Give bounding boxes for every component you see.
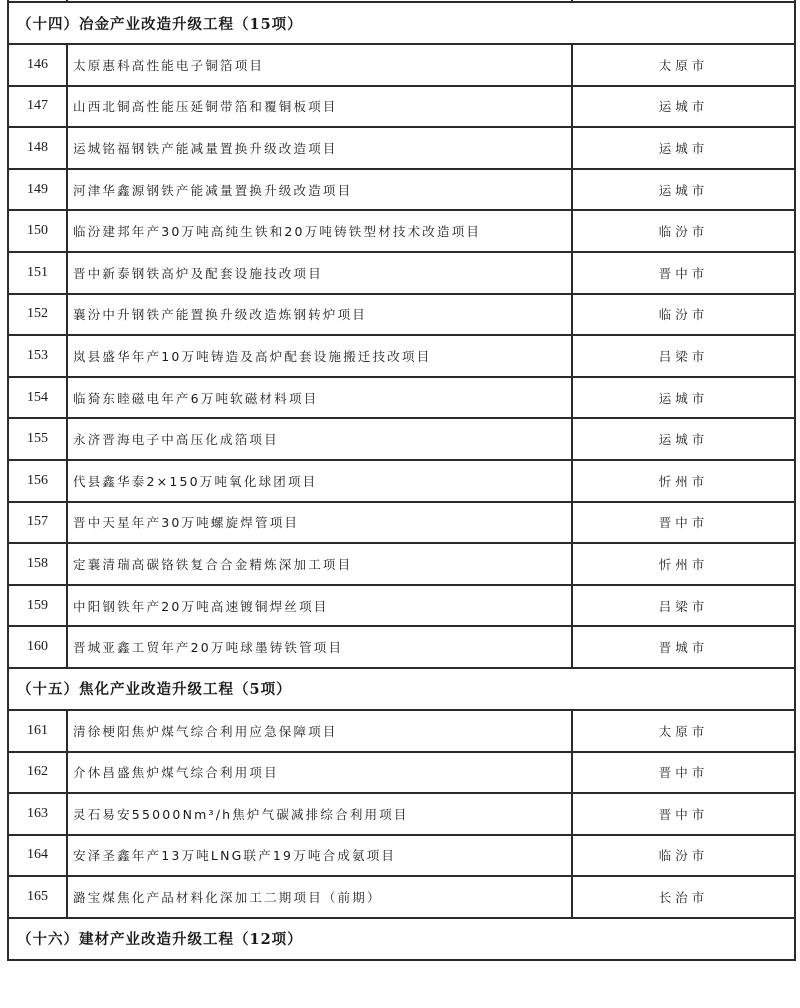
project-name: 太原惠科高性能电子铜箔项目 [67, 44, 572, 86]
table-row [8, 44, 795, 86]
table-row [8, 169, 795, 211]
project-name: 介休昌盛焦炉煤气综合利用项目 [67, 752, 572, 794]
table-row [8, 626, 795, 668]
city: 忻州市 [572, 543, 795, 585]
project-name: 襄汾中升钢铁产能置换升级改造炼钢转炉项目 [67, 294, 572, 336]
city: 晋中市 [572, 752, 795, 794]
city: 运城市 [572, 127, 795, 169]
row-number: 158 [8, 543, 67, 585]
table-row [8, 252, 795, 294]
row-number: 160 [8, 626, 67, 668]
section-title: （十四）冶金产业改造升级工程（15项） [8, 2, 795, 44]
project-table [7, 0, 796, 961]
table-row [8, 752, 795, 794]
row-number: 148 [8, 127, 67, 169]
row-number: 155 [8, 418, 67, 460]
row-number: 163 [8, 793, 67, 835]
row-number: 161 [8, 710, 67, 752]
project-name: 定襄清瑞高碳铬铁复合合金精炼深加工项目 [67, 543, 572, 585]
row-number: 146 [8, 44, 67, 86]
city: 临汾市 [572, 294, 795, 336]
table-row [8, 502, 795, 544]
row-number: 153 [8, 335, 67, 377]
city: 太原市 [572, 44, 795, 86]
project-name: 河津华鑫源钢铁产能减量置换升级改造项目 [67, 169, 572, 211]
city: 临汾市 [572, 835, 795, 877]
row-number: 162 [8, 752, 67, 794]
section-header-building-materials [8, 918, 795, 960]
row-number: 154 [8, 377, 67, 419]
city: 长治市 [572, 876, 795, 918]
section-title: （十五）焦化产业改造升级工程（5项） [8, 668, 795, 710]
row-number: 156 [8, 460, 67, 502]
row-number: 147 [8, 86, 67, 128]
table-row [8, 418, 795, 460]
row-number: 165 [8, 876, 67, 918]
city: 运城市 [572, 169, 795, 211]
project-name: 晋中天星年产30万吨螺旋焊管项目 [67, 502, 572, 544]
project-name: 清徐梗阳焦炉煤气综合利用应急保障项目 [67, 710, 572, 752]
table-row [8, 86, 795, 128]
row-number: 150 [8, 210, 67, 252]
table-row [8, 835, 795, 877]
table-row [8, 710, 795, 752]
table-row [8, 335, 795, 377]
row-number: 151 [8, 252, 67, 294]
city: 晋中市 [572, 502, 795, 544]
row-number: 159 [8, 585, 67, 627]
project-name: 代县鑫华泰2×150万吨氧化球团项目 [67, 460, 572, 502]
city: 运城市 [572, 418, 795, 460]
table-row [8, 460, 795, 502]
city: 运城市 [572, 377, 795, 419]
city: 晋中市 [572, 793, 795, 835]
project-name: 临汾建邦年产30万吨高纯生铁和20万吨铸铁型材技术改造项目 [67, 210, 572, 252]
city: 太原市 [572, 710, 795, 752]
table-row [8, 585, 795, 627]
city: 临汾市 [572, 210, 795, 252]
table-row [8, 876, 795, 918]
city: 晋城市 [572, 626, 795, 668]
project-name: 安泽圣鑫年产13万吨LNG联产19万吨合成氨项目 [67, 835, 572, 877]
city: 晋中市 [572, 252, 795, 294]
table-row [8, 210, 795, 252]
section-title: （十六）建材产业改造升级工程（12项） [8, 918, 795, 960]
project-table-container [7, 0, 796, 961]
section-header-coking [8, 668, 795, 710]
project-name: 山西北铜高性能压延铜带箔和覆铜板项目 [67, 86, 572, 128]
project-name: 灵石易安55000Nm³/h焦炉气碳减排综合利用项目 [67, 793, 572, 835]
project-name: 晋中新泰钢铁高炉及配套设施技改项目 [67, 252, 572, 294]
table-row [8, 793, 795, 835]
project-name: 运城铭福钢铁产能减量置换升级改造项目 [67, 127, 572, 169]
table-row [8, 377, 795, 419]
project-name: 岚县盛华年产10万吨铸造及高炉配套设施搬迁技改项目 [67, 335, 572, 377]
row-number: 152 [8, 294, 67, 336]
city: 运城市 [572, 86, 795, 128]
table-row [8, 294, 795, 336]
project-name: 潞宝煤焦化产品材料化深加工二期项目（前期） [67, 876, 572, 918]
project-name: 晋城亚鑫工贸年产20万吨球墨铸铁管项目 [67, 626, 572, 668]
section-header-metallurgy [8, 2, 795, 44]
project-name: 中阳钢铁年产20万吨高速镀铜焊丝项目 [67, 585, 572, 627]
row-number: 157 [8, 502, 67, 544]
row-number: 149 [8, 169, 67, 211]
project-name: 永济晋海电子中高压化成箔项目 [67, 418, 572, 460]
city: 吕梁市 [572, 585, 795, 627]
table-row [8, 127, 795, 169]
city: 忻州市 [572, 460, 795, 502]
project-name: 临猗东睦磁电年产6万吨软磁材料项目 [67, 377, 572, 419]
table-row [8, 543, 795, 585]
city: 吕梁市 [572, 335, 795, 377]
row-number: 164 [8, 835, 67, 877]
